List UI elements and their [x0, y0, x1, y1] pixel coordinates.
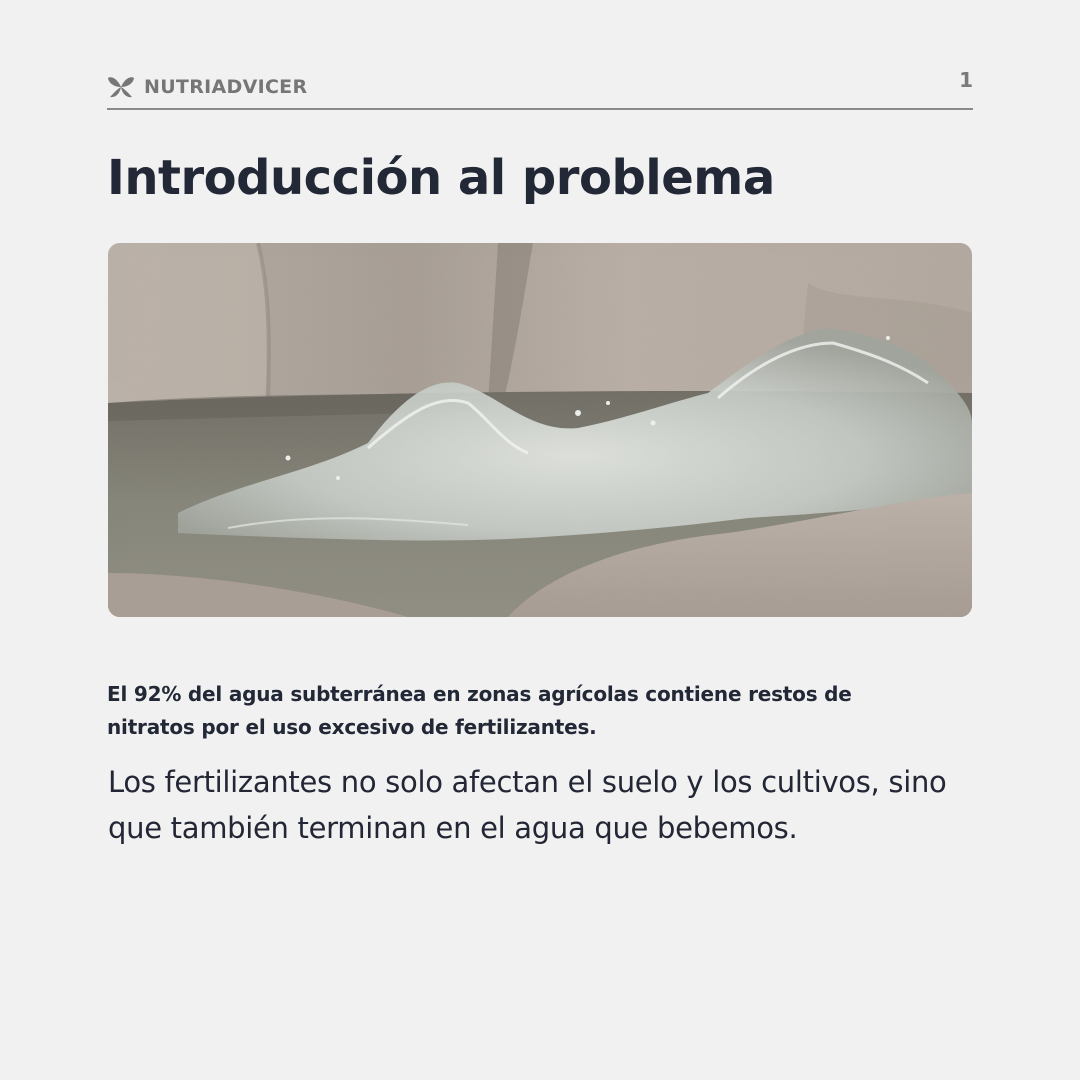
highlight-statement: El 92% del agua subterránea en zonas agrícolas contiene restos de nitratos por el uso excesivo de fertilizantes. — [107, 682, 852, 739]
brand — [107, 73, 307, 101]
water-splash-photo — [108, 243, 972, 617]
page-number: 1 — [959, 68, 973, 92]
hero-image — [108, 243, 972, 617]
page-title: Introducción al problema — [107, 150, 775, 206]
brand-name: NUTRIADVICER — [144, 76, 308, 98]
header — [107, 68, 973, 110]
leaf-logo-icon — [107, 75, 135, 99]
body-paragraph: Los fertilizantes no solo afectan el suelo y los cultivos, sino que también terminan en el agua que bebemos. — [108, 765, 947, 845]
